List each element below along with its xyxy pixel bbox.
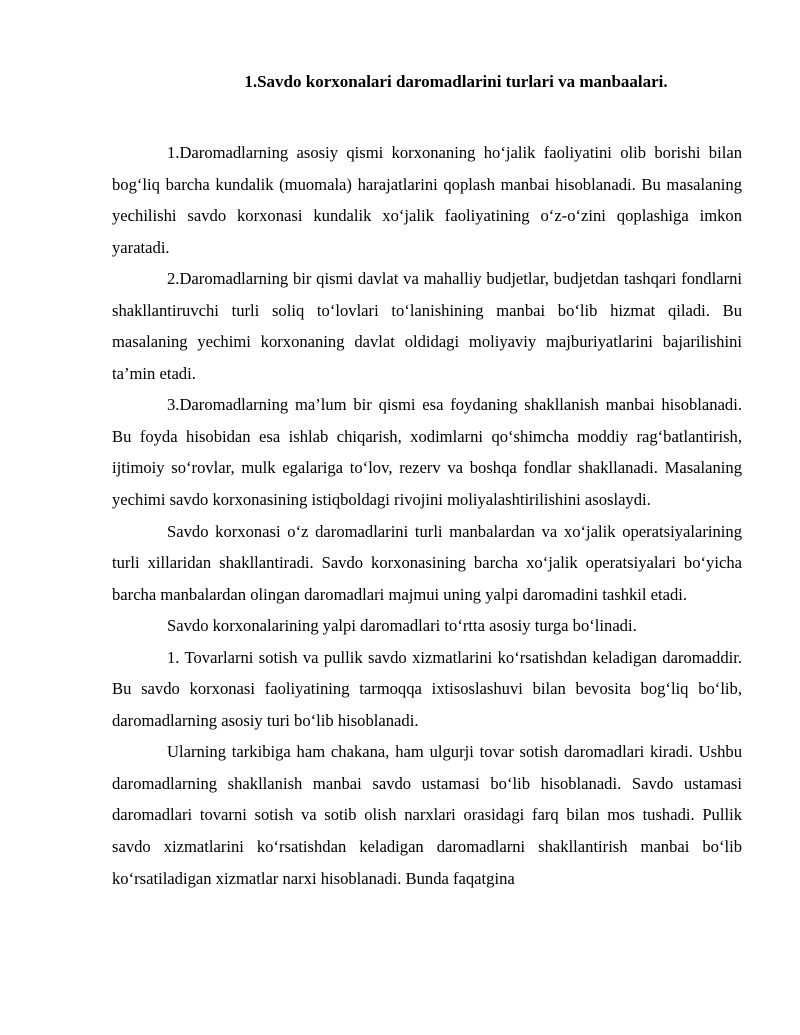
section-title: 1.Savdo korxonalari daromadlarini turlari va manbaalari. [244, 72, 668, 91]
paragraph-6: 1. Tovarlarni sotish va pullik savdo xizmatlarini ko‘rsatishdan keladigan daromaddir. Bu savdo korxonasi faoliyatining tarmoqqa ixtisoslashuvi bilan bevosita bog‘liq bo‘lib, daromadlarning asosiy turi bo‘lib hisoblanadi. [112, 647, 742, 730]
body-text [112, 137, 742, 894]
paragraph-7: Ularning tarkibiga ham chakana, ham ulgurji tovar sotish daromadlari kiradi. Ushbu daromadlarning shakllanish manbai savdo ustamasi bo‘lib hisoblanadi. Savdo ustamasi daromadlari tovarni sotish va sotib olish narxlari orasidagi farq bilan mos tushadi. Pullik savdo xizmatlarini ko‘rsatishdan keladigan daromadlarni shakllantirish manbai bo‘lib ko‘rsatiladigan xizmatlar narxi hisoblanadi. Bunda faqatgina [112, 742, 742, 888]
paragraph-5: Savdo korxonalarining yalpi daromadlari to‘rtta asosiy turga bo‘linadi. [167, 616, 637, 636]
paragraph-4: Savdo korxonasi o‘z daromadlarini turli manbalardan va xo‘jalik operatsiyalarining turli xillaridan shakllantiradi. Savdo korxonasining barcha xo‘jalik operatsiyalari bo‘yicha barcha manbalardan olingan daromadlari majmui uning yalpi daromadini tashkil etadi. [112, 521, 742, 604]
paragraph-2: 2.Daromadlarning bir qismi davlat va mahalliy budjetlar, budjetdan tashqari fondlarni shakllantiruvchi turli soliq to‘lovlari to‘lanishining manbai bo‘lib hizmat qiladi. Bu masalaning yechimi korxonaning davlat oldidagi moliyaviy majburiyatlarini bajarilishini ta’min etadi. [112, 269, 742, 383]
paragraph-1: 1.Daromadlarning asosiy qismi korxonaning ho‘jalik faoliyatini olib borishi bilan bog‘liq barcha kundalik (muomala) harajatlarini qoplash manbai hisoblanadi. Bu masalaning yechilishi savdo korxonasi kundalik xo‘jalik faoliyatining o‘z-o‘zini qoplashiga imkon yaratadi. [112, 143, 742, 257]
paragraph-3: 3.Daromadlarning ma’lum bir qismi esa foydaning shakllanish manbai hisoblanadi. Bu foyda hisobidan esa ishlab chiqarish, xodimlarni qo‘shimcha moddiy rag‘batlantirish, ijtimoiy so‘rovlar, mulk egalariga to‘lov, rezerv va boshqa fondlar shakllanadi. Masalaning yechimi savdo korxonasining istiqboldagi rivojini moliyalashtirilishini asoslaydi. [112, 395, 742, 510]
